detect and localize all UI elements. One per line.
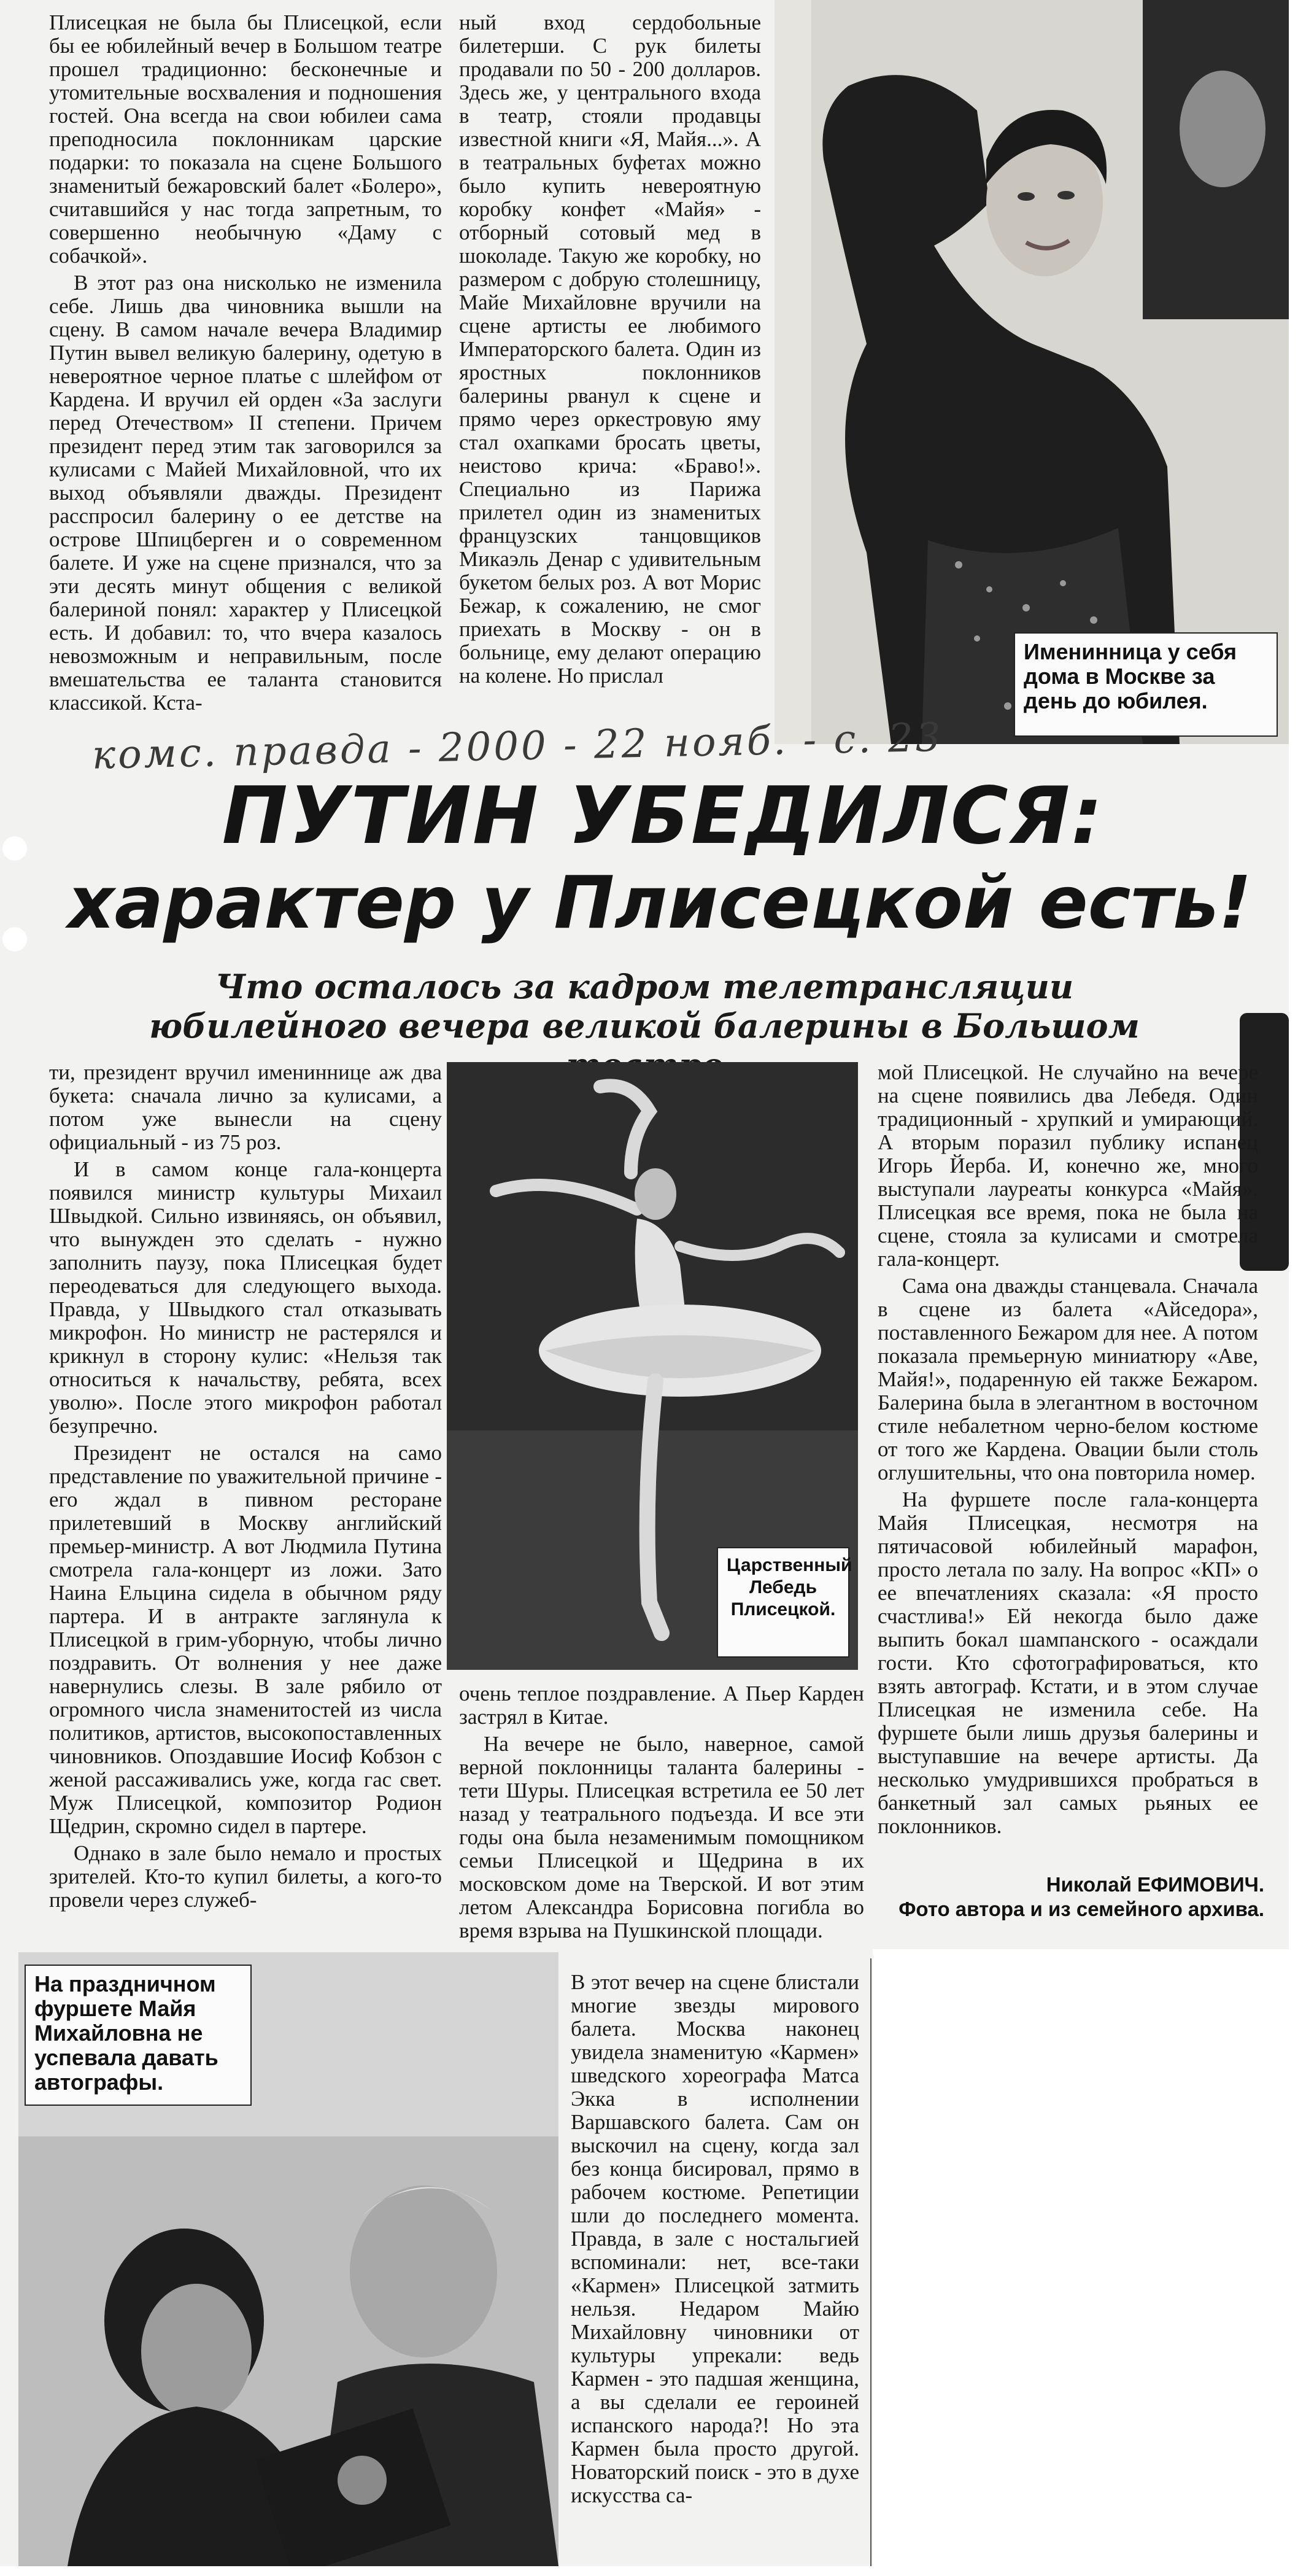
photo-reception-autographs [18,1952,558,2566]
paragraph: очень теплое поздравление. А Пьер Карден застрял в Китае. [459,1682,864,1729]
text-column-bottom-middle-upper [459,1682,864,1958]
photo-swan-ballerina [447,1062,858,1670]
text-column-bottom-right [878,1061,1258,1865]
paragraph: Плисецкая не была бы Плисецкой, если бы ее юбилейный вечер в Большом театре прошел традиционно: бесконечные и утомительные восхваления и подношения гостей. Она всегда на свои юбилеи сама преподносила поклонникам царские подарки: то показала на сцене Большого знаменитый бежаровский балет «Болеро», считавшийся у нас тогда запретным, то совершенно необычную «Даму с собачкой». [49,11,442,268]
column-rule [870,1958,871,2566]
byline [884,1872,1264,1922]
paragraph: В этот раз она нисколько не изменила себе. Лишь два чиновника вышли на сцену. В самом начале вечера Владимир Путин вывел великую балерину, одетую в невероятное черное платье с шлейфом от Кардена. И вручил ей орден «За заслуги перед Отечеством» II степени. Причем президент перед этим так заговорился за кулисами с Майей Михайловной, что их выход объявляли дважды. Президент расспросил балерину о ее детстве на острове Шпицберген и о современном балете. И уже на сцене признался, что за эти десять минут общения с великой балериной понял: характер у Плисецкой есть. И добавил: то, что вчера казалось невозможным и неправильным, после вмешательства ее таланта становится классикой. Кста- [49,271,442,715]
headline-line-1: ПУТИН УБЕДИЛСЯ: [222,770,1104,862]
caption-home-photo: Именинница у себя дома в Москве за день до юбилея. [1014,632,1278,737]
paragraph: Президент не остался на само представление по уважительной причине - его ждал в пивном ресторане прилетевший в Москву английский премьер-министр. А вот Людмила Путина смотрела гала-концерт из ложи. Зато Наина Ельцина сидела в обычном ряду партера. И в антракте заглянула к Плисецкой в грим-уборную, чтобы лично поздравить. От волнения у нее даже навернулись слезы. В зале рябило от огромного числа знаменитостей из числа политиков, артистов, высокопоставленных чиновников. Опоздавшие Иосиф Кобзон с женой рассаживались уже, когда гас свет. Муж Плисецкой, композитор Родион Щедрин, скромно сидел в партере. [49,1441,442,1838]
blank-area [873,1949,1289,2566]
punch-hole-bottom [2,927,27,952]
paragraph: И в самом конце гала-концерта появился министр культуры Михаил Швыдкой. Сильно извиняясь, он объявил, что вынужден это сделать - нужно заполнить паузу, пока Плисецкая будет переодеваться для следующего выхода. Правда, у Швыдкого стал отказывать микрофон. Но министр не растерялся и крикнул в сторону кулис: «Нельзя так относиться к начальству, ребята, всех уволю». После этого микрофон работал безупречно. [49,1157,442,1438]
caption-reception-photo: На праздничном фуршете Майя Михайловна не успевала давать автографы. [25,1965,252,2106]
paragraph: На фуршете после гала-концерта Майя Плисецкая, несмотря на пятичасовой юбилейный марафон, просто летала по залу. На вопрос «КП» о ее впечатлениях сказала: «Я просто счастлива!» Ей некогда было даже выпить бокал шампанского - осаждали гости. Кто сфотографироваться, кто взять автограф. Кстати, и в этом случае Плисецкая не изменила себе. На фуршете были лишь друзья балерины и выступавшие на вечере артисты. Да несколько умудрившихся пробраться в банкетный зал самых рьяных ее поклонников. [878,1488,1258,1838]
photo-home-portrait [775,0,1289,744]
paragraph: Сама она дважды станцевала. Сначала в сцене из балета «Айседора», поставленного Бежаром для нее. А потом показала премьерную миниатюру «Аве, Майя!», подаренную ей также Бежаром. Балерина была в элегантном в восточном стиле небалетном черно-белом костюме от того же Кардена. Овации были столь оглушительны, что она повторила номер. [878,1274,1258,1484]
paragraph: ти, президент вручил имениннице аж два букета: сначала лично за кулисами, а потом уже вынесли на сцену официальный - из 75 роз. [49,1061,442,1154]
text-column-bottom-middle-lower [571,1971,859,2566]
byline-credit: Фото автора и из семейного архива. [898,1898,1264,1920]
paragraph: На вечере не было, наверное, самой верной поклонницы таланта балерины - тети Шуры. Плисецкая встретила ее 50 лет назад у театрального подъезда. И все эти годы она была незаменимым помощником семьи Плисецкой и Щедрина в их московском доме на Тверской. И вот этим летом Александра Борисовна погибла во время взрыва на Пушкинской площади. [459,1732,864,1942]
paragraph: Однако в зале было немало и простых зрителей. Кто-то купил билеты, а кого-то провели через служеб- [49,1841,442,1912]
headline-line-2: характер у Плисецкой есть! [68,860,1252,945]
paragraph: мой Плисецкой. Не случайно на вечере на сцене появились два Лебедя. Один традиционный - хрупкий и умирающий. А вторым поразил публику испанец Игорь Йерба. И, конечно же, много выступали лауреаты конкурса «Майя». Плисецкая все время, пока не была на сцене, стояла за кулисами и смотрела гала-концерт. [878,1061,1258,1271]
paragraph: В этот вечер на сцене блистали многие звезды мирового балета. Москва наконец увидела знаменитую «Кармен» шведского хореографа Матса Экка в исполнении Варшавского балета. Сам он выскочил на сцену, когда зал без конца бисировал, прямо в рабочем костюме. Репетиции шли до последнего момента. Правда, в зале с ностальгией вспоминали: нет, все-таки «Кармен» Плисецкой затмить нельзя. Недаром Майю Михайловну чиновники от культуры упрекали: ведь Кармен - это падшая женщина, а вы сделали ее героиней испанского народа?! Но эта Кармен была просто другой. Новаторский поиск - это в духе искусства са- [571,1971,859,2507]
paragraph: ный вход сердобольные билетерши. С рук билеты продавали по 50 - 200 долларов. Здесь же, у центрального входа в театр, стояли продавцы известной книги «Я, Майя...». А в театральных буфетах можно было купить невероятную коробку конфет «Майя» - отборный сотовый мед в шоколаде. Такую же коробку, но размером с добрую столешницу, Майе Михайловне вручили на сцене артисты ее любимого Императорского балета. Один из яростных поклонников балерины рванул к сцене и прямо через оркестровую яму стал охапками бросать цветы, неистово крича: «Браво!». Специально из Парижа прилетел один из знаменитых французских танцовщиков Микаэль Денар с удивительным букетом белых роз. А вот Морис Бежар, к сожалению, не смог приехать в Москву - он в больнице, ему делают операцию на колене. Но прислал [459,11,761,688]
text-column-top-middle [459,11,761,731]
text-column-top-left [49,11,442,731]
text-column-bottom-left [49,1061,442,1945]
caption-swan-photo: Царственный Лебедь Плисецкой. [717,1547,849,1658]
punch-hole-top [2,836,27,861]
handwritten-note: комс. правда - 2000 - 22 нояб. - с. 23 [91,715,944,778]
byline-author: Николай ЕФИМОВИЧ. [1046,1873,1264,1896]
subheadline: Что осталось за кадром телетрансляции юбилейного вечера великой балерины в Большом [149,967,1140,1046]
